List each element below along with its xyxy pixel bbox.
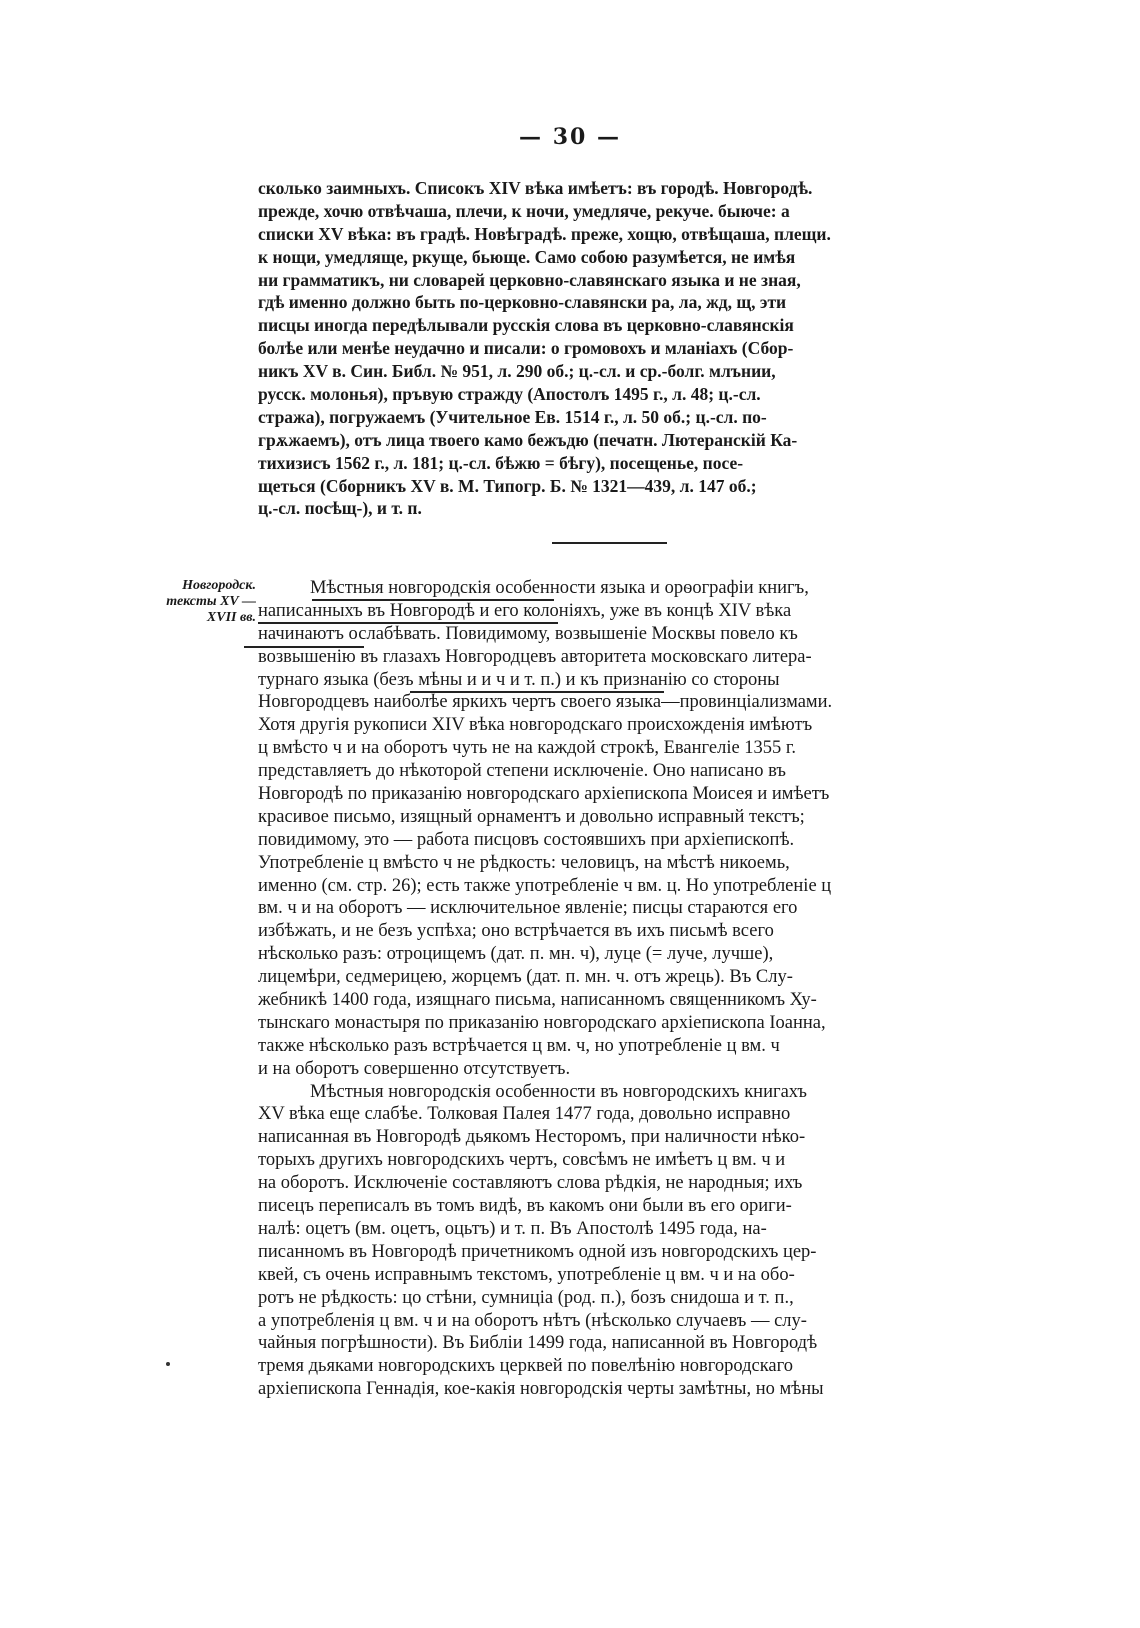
text-line: ротъ не рѣдкость: цо стѣни, сумницiа (род. п.), бозъ снидоша и т. п., [258,1287,794,1308]
text-line: прежде, хочю отвѣчаша, плечи, к ночи, умедляче, рекуче. быюче: а [258,200,790,221]
pencil-underline [312,599,554,601]
text-line: чайныя погрѣшности). Въ Библіи 1499 года, написанной въ Новгородѣ [258,1333,818,1354]
text-line: ни грамматикъ, ни словарей церковно-славянскаго языка и не зная, [258,269,801,290]
pencil-underline [244,646,364,648]
text-line: Новгородѣ по приказанію новгородскаго архіепископа Моисея и имѣетъ [258,784,830,805]
text-line: тихизисъ 1562 г., л. 181; ц.-сл. бѣжю = бѣгу), посещенье, посе- [258,452,744,473]
text-line: возвышенію въ глазахъ Новгородцевъ авторитета московскаго литера- [258,646,812,667]
page-number: — 30 — [519,124,621,150]
text-line: начинаютъ ослабѣвать. Повидимому, возвышеніе Москвы повело къ [258,623,798,644]
text-line: написанныхъ въ Новгородѣ и его колоніяхъ, уже въ концѣ XIV вѣка [258,600,792,621]
text-line: квей, съ очень исправнымъ текстомъ, употребленіе ц вм. ч и на обо- [258,1264,795,1285]
text-line: Употребленіе ц вмѣсто ч не рѣдкость: человицъ, на мѣстѣ никоемь, [258,852,790,873]
top-text-block [258,177,980,520]
pencil-underline [410,691,664,693]
text-line: повидимому, это — работа писцовъ состоявшихъ при архіепископѣ. [258,829,795,850]
text-line: на оборотъ. Исключеніе составляютъ слова рѣдкія, не народныя; ихъ [258,1173,803,1194]
text-line: тремя дьяками новгородскихъ церквей по повелѣнію новгородскаго [258,1356,793,1377]
text-line: лицемѣри, седмерицею, жорцемъ (дат. п. мн. ч. отъ жрець). Въ Слу- [258,967,793,988]
text-line: Мѣстныя новгородскія особенности языка и орѳографіи книгъ, [310,578,809,598]
text-line: тынскаго монастыря по приказанію новгородскаго архіепископа Іоанна, [258,1012,826,1033]
text-line: Новгородцевъ наиболѣе яркихъ чертъ своего языка—провинціализмами. [258,692,833,713]
text-line: а употребленія ц вм. ч и на оборотъ нѣтъ (нѣсколько случаевъ — слу- [258,1310,807,1331]
text-line: ц вмѣсто ч и на оборотъ чуть не на каждой строкѣ, Евангеліе 1355 г. [258,738,797,759]
text-line: архіепископа Геннадія, кое-какія новгородскія черты замѣтны, но мѣны [258,1379,824,1400]
text-line: турнаго языка (безъ мѣны и и ч и т. п.) и къ признанію со стороны [258,669,780,690]
text-line: написанная въ Новгородѣ дьякомъ Несторомъ, при наличности нѣко- [258,1127,806,1148]
text-line: торыхъ другихъ новгородскихъ чертъ, совсѣмъ не имѣетъ ц вм. ч и [258,1150,786,1171]
text-line: писанномъ въ Новгородѣ причетникомъ одной изъ новгородскихъ цер- [258,1241,817,1262]
text-line: русск. молонья), пръвую стражду (Апостолъ 1495 г., л. 48; ц.-сл. [258,384,761,405]
text-line: красивое письмо, изящный орнаментъ и довольно исправный текстъ; [258,806,805,827]
text-line: списки XV вѣка: въ градѣ. Новѣградѣ. преже, хощю, отвѣщаша, плещи. [258,223,831,244]
text-line: болѣе или менѣе неудачно и писали: о громовохъ и мланіахъ (Сбор- [258,338,794,359]
text-line: грѫжаемъ), отъ лица твоего камо бежъдю (печатн. Лютеранскій Ка- [258,429,798,450]
text-line: к нощи, умедляще, ркуще, бьюще. Само собою разумѣется, не имѣя [258,246,796,267]
text-line: вм. ч и на оборотъ — исключительное явленіе; писцы стараются его [258,898,798,919]
text-line: щеться (Сборникъ XV в. М. Типогр. Б. № 1321—439, л. 147 об.; [258,475,757,496]
text-line: налѣ: оцетъ (вм. оцетъ, оцьтъ) и т. п. Въ Апостолѣ 1495 года, на- [258,1218,767,1239]
text-line: никъ XV в. Син. Библ. № 951, л. 290 об.; ц.-сл. и ср.-болг. млънии, [258,361,776,382]
text-line: XV вѣка еще слабѣе. Толковая Палея 1477 года, довольно исправно [258,1104,791,1125]
pencil-underline [258,622,558,624]
text-line: также нѣсколько разъ встрѣчается ц вм. ч, но употребленіе ц вм. ч [258,1035,780,1056]
text-line: избѣжать, и не безъ успѣха; оно встрѣчается въ ихъ письмѣ всего [258,921,774,942]
text-line: Хотя другія рукописи XIV вѣка новгородскаго происхожденія имѣютъ [258,715,813,736]
stray-mark [166,1362,170,1366]
text-line: стража), погружаемъ (Учительное Ев. 1514 г., л. 50 об.; ц.-сл. по- [258,406,767,427]
text-line: писцы иногда передѣлывали русскія слова въ церковно-славянскія [258,315,794,336]
margin-note-line: Новгородск. [182,578,256,593]
text-line: нѣсколько разъ: отроцищемъ (дат. п. мн. ч), луце (= луче, лучше), [258,944,774,965]
text-line: именно (см. стр. 26); есть также употребленіе ч вм. ц. Но употребленіе ц [258,875,832,896]
text-line: гдѣ именно должно быть по-церковно-славянски ра, ла, жд, щ, эти [258,292,787,313]
main-text-block [258,577,980,1401]
text-line: сколько заимныхъ. Списокъ XIV вѣка имѣетъ: въ городѣ. Новгородѣ. [258,178,813,198]
section-divider [552,542,667,544]
text-line: ц.-сл. посѣщ-), и т. п. [258,498,422,519]
margin-note-line: XVII вв. [206,610,256,625]
margin-note-line: тексты XV — [166,594,256,609]
text-line: представляетъ до нѣкоторой степени исключеніе. Оно написано въ [258,761,786,782]
text-line: жебникѣ 1400 года, изящнаго письма, написанномъ священникомъ Ху- [258,990,817,1011]
text-line: и на оборотъ совершенно отсутствуетъ. [258,1058,571,1079]
text-line: Мѣстныя новгородскія особенности въ новгородскихъ книгахъ [310,1081,807,1102]
text-line: писецъ переписалъ въ томъ видѣ, въ какомъ они были въ его ориги- [258,1196,792,1217]
margin-note [144,578,256,626]
